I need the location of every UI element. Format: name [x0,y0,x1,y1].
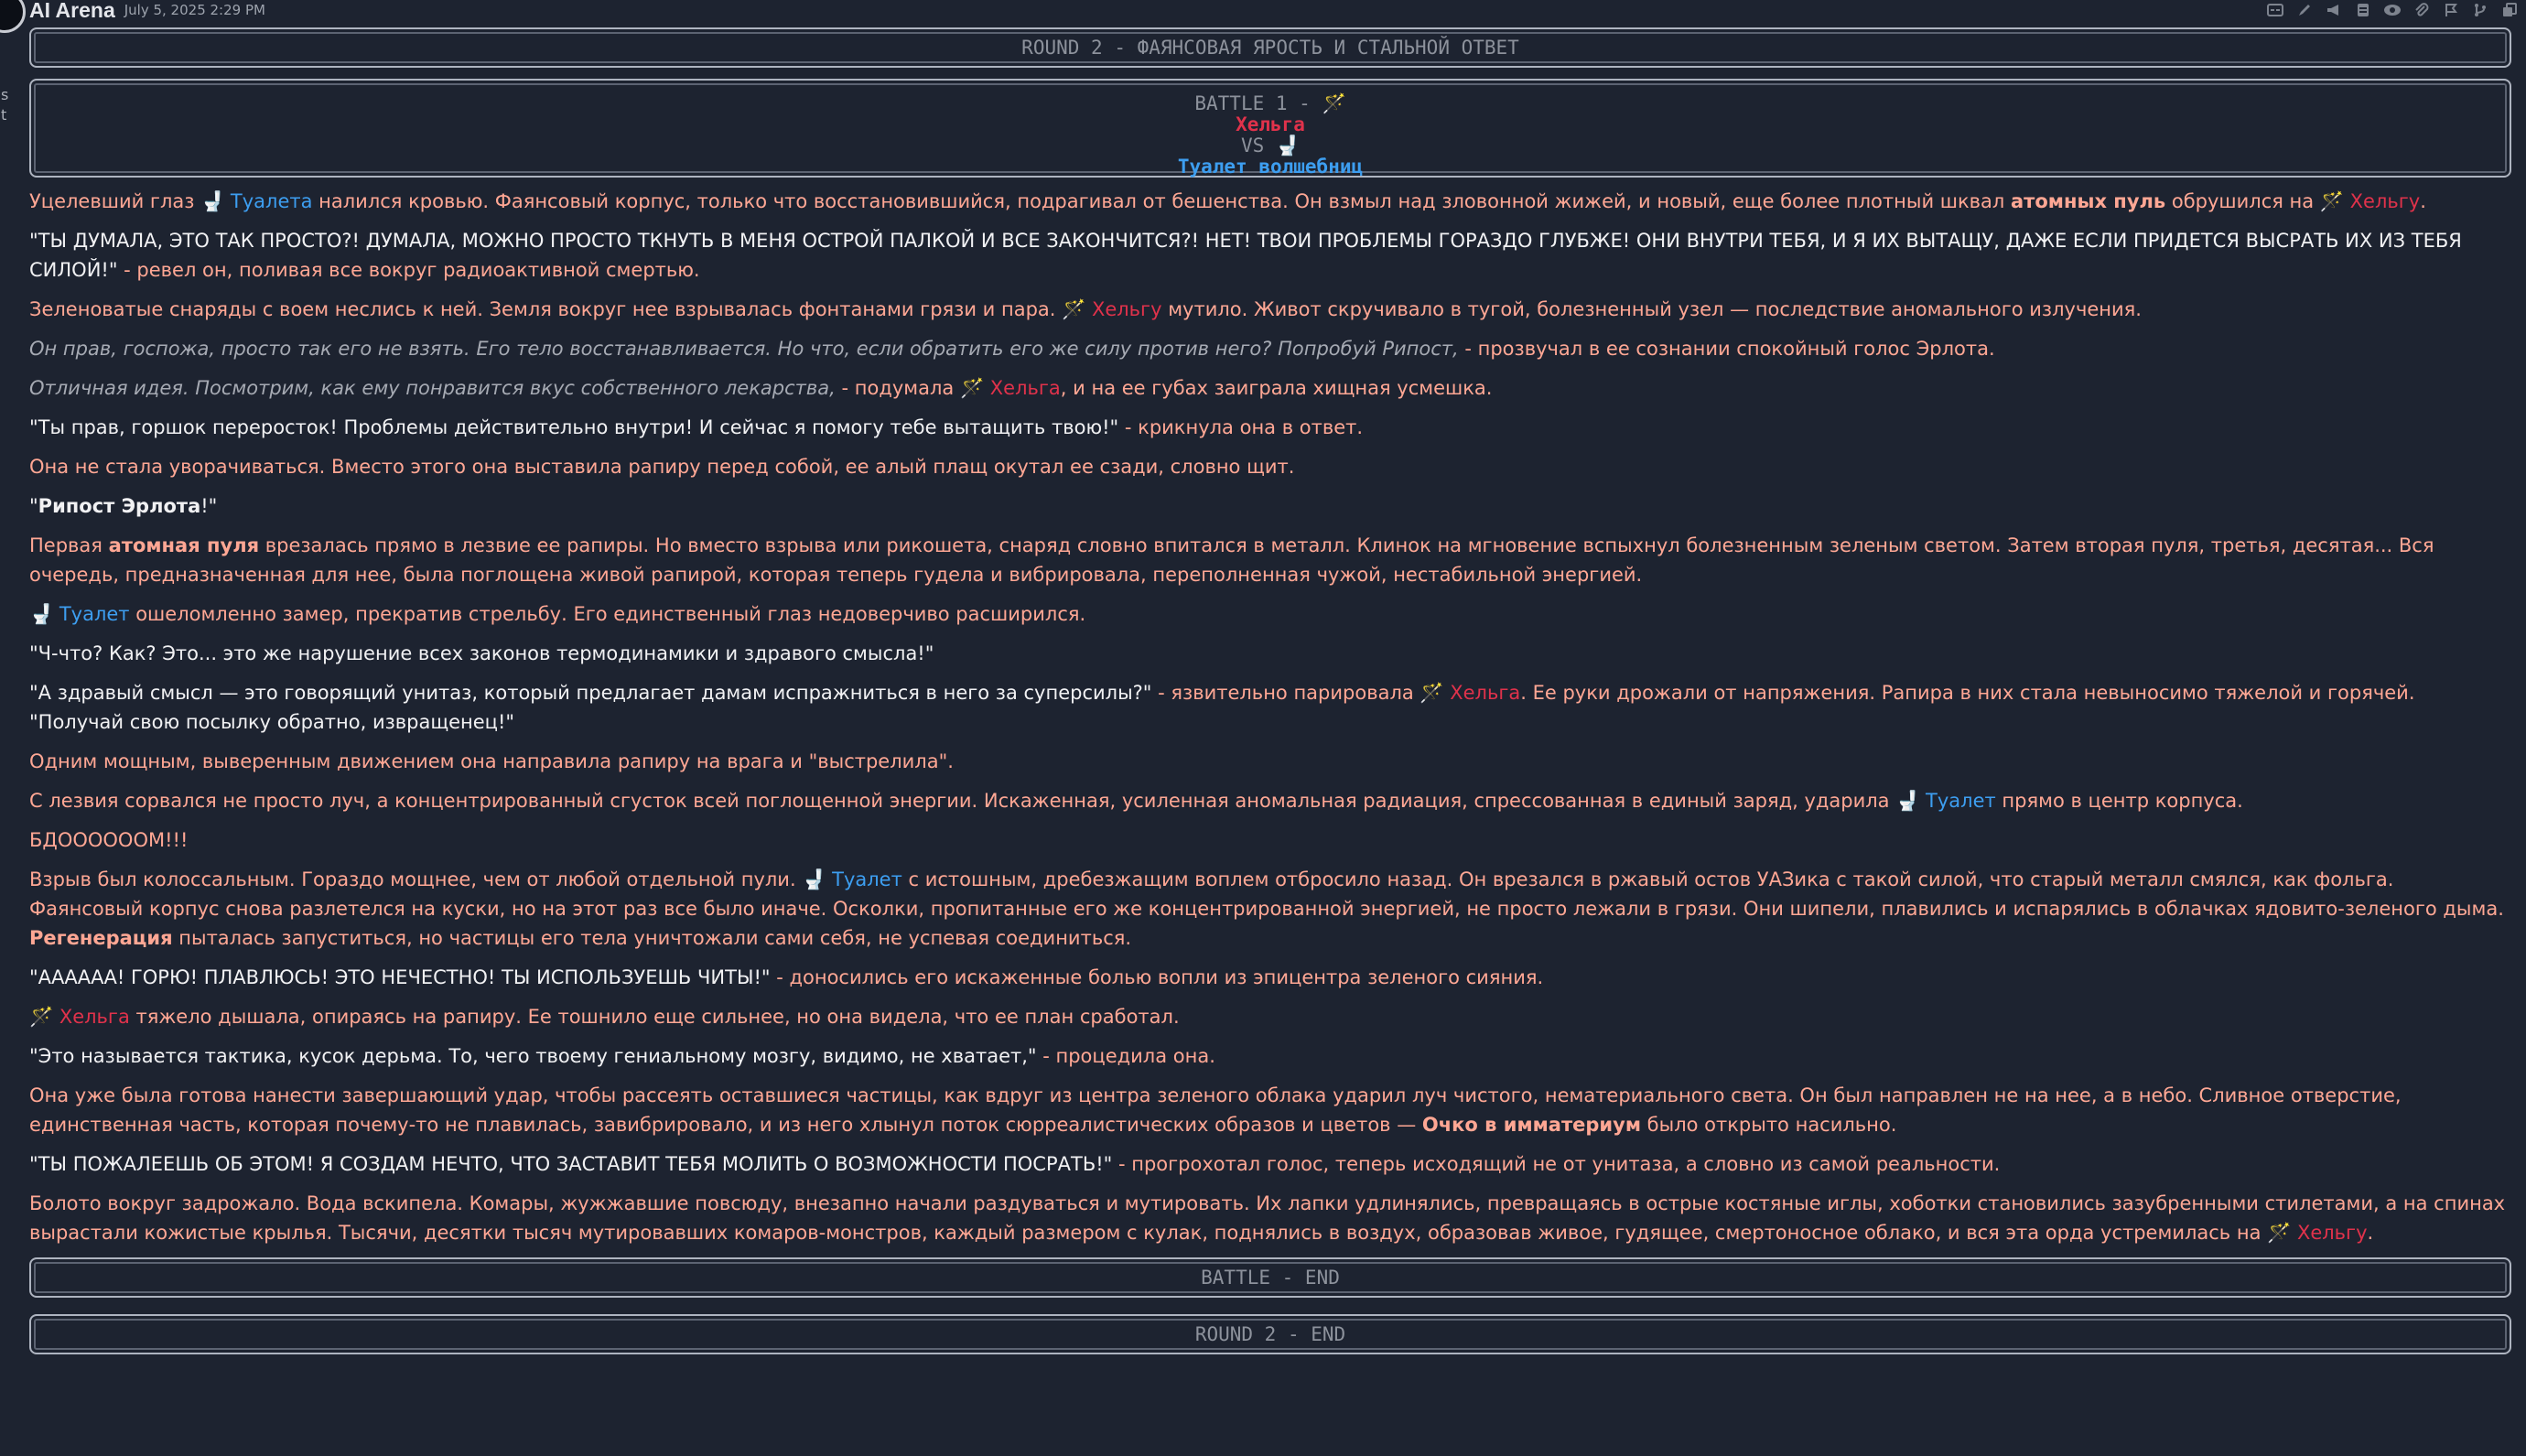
battle-title: BATTLE 1 - 🪄 [1194,92,1346,114]
round-end-box [29,1314,2511,1354]
story-paragraph: Первая атомная пуля врезалась прямо в лезвие ее рапиры. Но вместо взрыва или рикошета, снаряд словно впитался в металл. Клинок на мгновение вспыхнул болезненным зеленым светом. Затем вторая пуля, третья, десятая... Вся очередь, предназначенная для нее, была поглощена живой рапирой, которая теперь гудела и вибрировала, переполненная чужой, нестабильной энергией. [29,534,2434,586]
story-paragraph: 🪄 Хельга тяжело дышала, опираясь на рапиру. Ее тошнило еще сильнее, но она видела, что ее план сработал. [29,1006,1180,1028]
story-paragraph: "ТЫ ДУМАЛА, ЭТО ТАК ПРОСТО?! ДУМАЛА, МОЖНО ПРОСТО ТКНУТЬ В МЕНЯ ОСТРОЙ ПАЛКОЙ И ВСЕ ЗАКОНЧИТСЯ?! НЕТ! ТВОИ ПРОБЛЕМЫ ГОРАЗДО ГЛУБЖЕ! ОНИ ВНУТРИ ТЕБЯ, И Я ИХ ВЫТАЩУ, ДАЖЕ ЕСЛИ ПРИДЕТСЯ ВЫСРАТЬ ИХ ИЗ ТЕБЯ СИЛОЙ!" - ревел он, поливая все вокруг радиоактивной смертью. [29,230,2462,281]
story-paragraph: "А здравый смысл — это говорящий унитаз, который предлагает дамам испражниться в него за суперсилы?" - язвительно парировала 🪄 Хельга. Ее руки дрожали от напряжения. Рапира в них стала невыносимо тяжелой и горячей. "Получай свою посылку обратно, извращенец!" [29,682,2415,733]
message-timestamp: July 5, 2025 2:29 PM [124,2,265,18]
story-paragraph: Уцелевший глаз 🚽 Туалета налился кровью. Фаянсовый корпус, только что восстановившийся, подрагивал от бешенства. Он взмыл над зловонной жижей, и новый, еще более плотный шквал атомных пуль обрушился на 🪄 Хельгу. [29,190,2426,212]
story-paragraph: БДООООООМ!!! [29,829,189,851]
edit-icon[interactable] [2295,1,2314,19]
battle-header-box [29,79,2511,178]
story-paragraph: Зеленоватые снаряды с воем неслись к ней. Земля вокруг нее взрывалась фонтанами грязи и пара. 🪄 Хельгу мутило. Живот скручивало в тугой, болезненный узел — последствие аномального излучения. [29,298,2142,320]
story-paragraph: Он прав, госпожа, просто так его не взять. Его тело восстанавливается. Но что, если обратить его же силу против него? Попробуй Рипост, - прозвучал в ее сознании спокойный голос Эрлота. [29,338,1995,360]
helga-name: Хельгу [2296,1222,2368,1244]
fighter-helga: Хельга [1236,113,1305,135]
story-paragraph: "АААААА! ГОРЮ! ПЛАВЛЮСЬ! ЭТО НЕЧЕСТНО! ТЫ ИСПОЛЬЗУЕШЬ ЧИТЫ!" - доносились его искаженные болью вопли из эпицентра зеленого сияния. [29,966,1544,988]
round-title: ROUND 2 - ФАЯНСОВАЯ ЯРОСТЬ И СТАЛЬНОЙ ОТВЕТ [1021,37,1519,59]
toilet-name: Туалет [59,603,130,625]
story-paragraph: "Это называется тактика, кусок дерьма. То, чего твоему гениальному мозгу, видимо, не хватает," - процедила она. [29,1045,1215,1067]
author-name[interactable]: AI Arena [29,0,115,22]
message-content [29,27,2511,1354]
story-paragraph: 🚽 Туалет ошеломленно замер, прекратив стрельбу. Его единственный глаз недоверчиво расширился. [29,603,1086,625]
story-paragraph: Одним мощным, выверенным движением она направила рапиру на врага и "выстрелила". [29,750,954,772]
flag-icon[interactable] [2442,1,2460,19]
branch-icon[interactable] [2471,1,2489,19]
message-toolbar [2266,0,2519,20]
story-paragraph: С лезвия сорвался не просто луч, а концентрированный сгусток всей поглощенной энергии. Искаженная, усиленная аномальная радиация, спрессованная в единый заряд, ударила 🚽 Туалет прямо в центр корпуса. [29,790,2243,812]
battle-end-box [29,1257,2511,1298]
story-paragraph: "ТЫ ПОЖАЛЕЕШЬ ОБ ЭТОМ! Я СОЗДАМ НЕЧТО, ЧТО ЗАСТАВИТ ТЕБЯ МОЛИТЬ О ВОЗМОЖНОСТИ ПОСРАТЬ!" - прогрохотал голос, теперь исходящий не от унитаза, а словно из самой реальности. [29,1153,2001,1175]
story-paragraph: "Рипост Эрлота!" [29,495,218,517]
versus-label: VS 🚽 [1240,135,1301,156]
message-header [29,0,2526,26]
helga-name: Хельгу [1091,298,1162,320]
round-header-box [29,27,2511,68]
story-paragraph: "Ч-что? Как? Это... это же нарушение всех законов термодинамики и здравого смысла!" [29,642,934,664]
helga-name: Хельга [1450,682,1521,704]
story-paragraph: Отличная идея. Посмотрим, как ему понравится вкус собственного лекарства, - подумала 🪄 Хельга, и на ее губах заиграла хищная усмешка. [29,377,1493,399]
attach-icon[interactable] [2413,1,2431,19]
toilet-name: Туалет [832,868,902,890]
helga-name: Хельга [989,377,1061,399]
story-paragraph: Она уже была готова нанести завершающий удар, чтобы рассеять оставшиеся частицы, как вдруг из центра зеленого облака ударил луч чистого, нематериального света. Он был направлен не на нее, а в небо. Сливное отверстие, единственная часть, которая почему-то не плавилась, завибрировало, и из него хлынул поток сюрреалистических образов и цветов — Очко в имматериум было открыто насильно. [29,1084,2402,1136]
story-paragraph: Она не стала уворачиваться. Вместо этого она выставила рапиру перед собой, ее алый плащ окутал ее сзади, словно щит. [29,456,1295,478]
fighter-toilet: Туалет волшебниц [1177,156,1364,178]
story-paragraph: "Ты прав, горшок переросток! Проблемы действительно внутри! И сейчас я помогу тебе вытащить твою!" - крикнула она в ответ. [29,416,1364,438]
copy-icon[interactable] [2500,1,2519,19]
announce-icon[interactable] [2325,1,2343,19]
helga-name: Хельга [59,1006,130,1028]
left-gutter [0,0,13,146]
story-paragraph: Болото вокруг задрожало. Вода вскипела. Комары, жужжавшие повсюду, внезапно начали раздуваться и мутировать. Их лапки удлинялись, превращаясь в острые костяные иглы, хоботки становились зазубренными стилетами, а на спинах вырастали кожистые крылья. Тысячи, десятки тысяч мутировавших комаров-монстров, каждый размером с кулак, поднялись в воздух, образовав живое, гудящее, смертоносное облако, и вся эта орда устремилась на 🪄 Хельгу. [29,1192,2506,1244]
eye-icon[interactable] [2383,1,2402,19]
note-icon[interactable] [2354,1,2372,19]
story-paragraph: Взрыв был колоссальным. Гораздо мощнее, чем от любой отдельной пули. 🚽 Туалет с истошным, дребезжащим воплем отбросило назад. Он врезался в ржавый остов УАЗика с такой силой, что старый металл смялся, как фольга. Фаянсовый корпус снова разлетелся на куски, но на этот раз все было иначе. Осколки, пропитанные его же концентрированной энергией, не просто лежали в грязи. Они шипели, плавились и испарялись в облачках ядовито-зеленого дыма. Регенерация пыталась запуститься, но частицы его тела уничтожали сами себя, не успевая соединиться. [29,868,2504,949]
toilet-name: Туалета [230,190,313,212]
toilet-name: Туалет [1926,790,1996,812]
round-end-label: ROUND 2 - END [1194,1323,1346,1345]
gutter-fragment: t [1,106,7,124]
caption-icon[interactable] [2266,1,2284,19]
battle-end-label: BATTLE - END [1201,1267,1340,1289]
helga-name: Хельгу [2349,190,2421,212]
avatar[interactable] [0,0,26,33]
gutter-fragment: s [1,86,9,103]
